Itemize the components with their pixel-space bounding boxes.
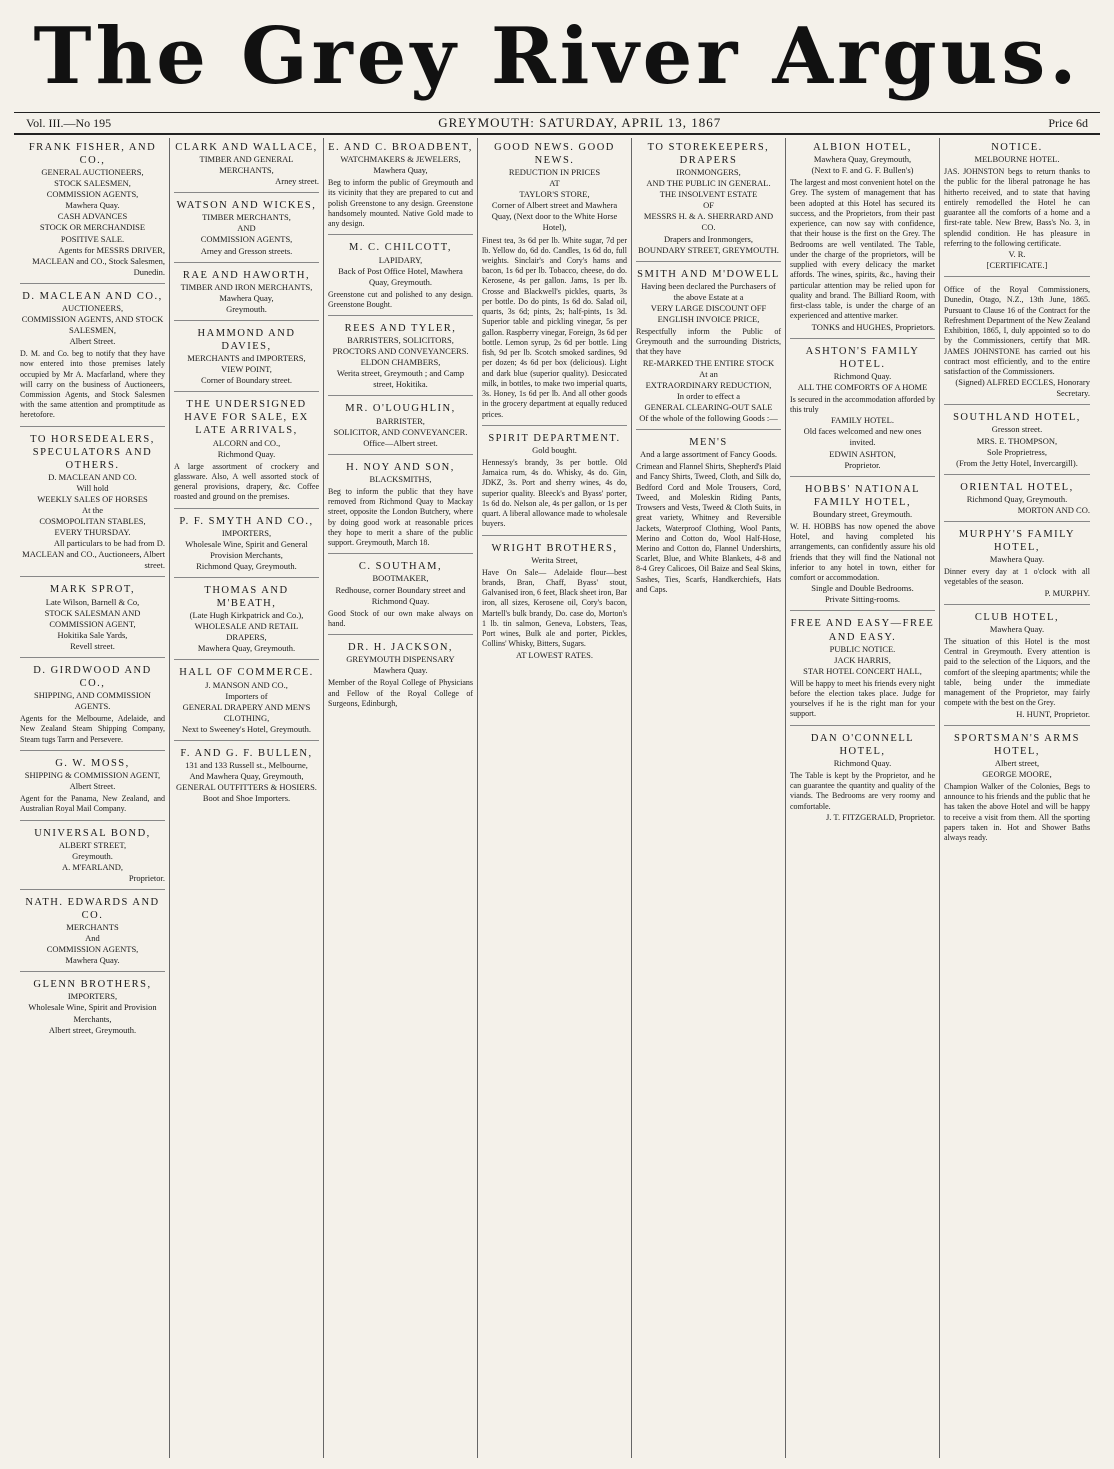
ad-heading: GLENN BROTHERS,	[33, 979, 152, 991]
ad-heading: P. F. SMYTH AND CO.,	[179, 515, 314, 527]
ad-heading: MARK SPROT,	[49, 584, 136, 596]
advertisement	[174, 266, 319, 321]
ad-line: Mawhera Quay, Greymouth,	[813, 154, 912, 165]
ad-line: ELDON CHAMBERS,	[360, 357, 441, 368]
ad-heading: UNIVERSAL BOND,	[34, 827, 151, 839]
ad-signature: Proprietor.	[128, 872, 165, 883]
ad-heading: HOBBS' NATIONAL FAMILY HOTEL,	[804, 483, 921, 508]
newspaper-title: The Grey River Argus.	[33, 10, 1081, 102]
column-2	[170, 138, 324, 1458]
ad-body: Good Stock of our own make always on hand.	[328, 608, 473, 628]
ad-body: The Table is kept by the Proprietor, and he can guarantee the quantity and quality of the viands. The Bedrooms are very roomy and comfortable.	[790, 771, 935, 811]
ad-signature: Arney street.	[275, 176, 319, 187]
ad-line: Mawhera Quay.	[65, 955, 120, 966]
ad-heading: WATSON AND WICKES,	[176, 200, 317, 212]
ad-line: Of the whole of the following Goods :—	[639, 412, 778, 423]
ad-line: Redhouse, corner Boundary street and Richmond Quay.	[335, 584, 466, 606]
ad-line: Werita street, Greymouth ; and Camp street, Hokitika.	[336, 368, 465, 390]
ad-line: And a large assortment of Fancy Goods.	[640, 449, 777, 460]
advertisement	[20, 430, 165, 578]
advertisement	[20, 661, 165, 751]
ad-line: AND	[237, 223, 256, 234]
ad-line: COMMISSION AGENTS,	[46, 944, 139, 955]
ad-line: AT	[549, 178, 560, 189]
ad-line: Greymouth.	[226, 303, 267, 314]
ad-heading: MR. O'LOUGHLIN,	[345, 403, 456, 415]
advertisement	[790, 729, 935, 828]
ad-heading: FRANK FISHER, AND CO.,	[28, 142, 157, 167]
ad-heading: RAE AND HAWORTH,	[182, 269, 311, 281]
ad-heading: NOTICE.	[991, 142, 1043, 153]
ad-line: Richmond Quay.	[833, 370, 892, 381]
ad-line: And	[85, 933, 100, 944]
ad-line: PUBLIC NOTICE.	[829, 643, 896, 654]
ad-heading: TO STOREKEEPERS, DRAPERS	[647, 142, 770, 167]
ad-heading: MURPHY'S FAMILY HOTEL,	[958, 528, 1076, 553]
ad-line: FAMILY HOTEL.	[831, 415, 894, 426]
ad-line: WATCHMAKERS & JEWELERS,	[340, 154, 461, 165]
ad-line: RE-MARKED THE ENTIRE STOCK	[642, 357, 775, 368]
ad-body: Beg to inform the public of Greymouth and its vicinity that they are prepared to cut and polish Greenstone to any design. Greenstone handsomely mounted. Native Gold made to any design.	[328, 178, 473, 229]
ad-body: Is secured in the accommodation afforded by this truly	[790, 394, 935, 415]
ad-line: 131 and 133 Russell st., Melbourne,	[185, 759, 308, 770]
ad-line: WEEKLY SALES OF HORSES	[37, 494, 148, 505]
advertisement	[944, 478, 1090, 522]
advertisement	[328, 399, 473, 454]
ad-line: GREYMOUTH DISPENSARY	[346, 654, 455, 665]
ad-line: In order to effect a	[676, 390, 741, 401]
ad-line: Gold bought.	[532, 444, 577, 455]
ad-line: Gresson street.	[991, 424, 1043, 435]
ad-heading: F. AND G. F. BULLEN,	[180, 747, 313, 759]
ad-line: Office—Albert street.	[363, 437, 438, 448]
ad-line: D. MACLEAN AND CO.	[48, 472, 137, 483]
ad-line: BARRISTERS, SOLICITORS, PROCTORS AND CONVEYANCERS.	[332, 335, 469, 357]
ad-line: Old faces welcomed and new ones invited.	[803, 426, 922, 448]
ad-body: Finest tea, 3s 6d per lb. White sugar, 7d per lb. Yellow do, 6d do. Candles, 1s 6d do, full weights. Sinclair's and Cory's hams and bacon, 1s 6d per lb. Tobacco, cheese, do do. Kerosene, 4s per gallon. Jams, 1s per lb. Crosse and Blackwell's pickles, quarts, 3s per bottle. Do do pints, 1s 6d do. Salad oil, quarts, 3s 6d; pints, 2s; half-pints, 1s 3d. Superior table and pickling vinegar, 5s per gallon. Raspberry vinegar, Foreign, 3s 6d per bottle. Lemon syrup, 2s 6d per bottle. Ling fish, 9d per lb. Scotch smoked sardines, 9d per dozen; 4s 6d per box (delicious). Light and dark blue (superior quality). Desiccated milk, in bottles, to make two imperial quarts, 3s. Honey, 1s 6d per lb. And all other goods in the grocery department at equally reduced prices.	[482, 235, 627, 419]
advertisement	[790, 138, 935, 339]
ad-body: Respectfully inform the Public of Greymouth and the surrounding Districts, that they have	[636, 326, 781, 357]
ad-line: GENERAL OUTFITTERS & HOSIERS.	[176, 781, 317, 792]
ad-line: Private Sitting-rooms.	[824, 594, 901, 605]
ad-signature: MORTON AND CO.	[1017, 504, 1090, 515]
ad-line: MERCHANTS	[66, 922, 119, 933]
ad-body: Have On Sale— Adelaide flour—best brands, Bran, Chaff, Byass' stout, Galvanised iron, 6 feet, Black sheet iron, Bar iron, all sizes, Kerosene oil, Cory's bacon, Martell's bulk brandy, Do. case do, Morton's 1 lb. tin salmon, Geneva, Lobsters, Teas, Port wines, Bulk ale and porter, Pickles, Collins' Whisky, Bitters, Sugars.	[482, 567, 627, 649]
ad-line: SHIPPING, AND COMMISSION AGENTS.	[34, 690, 151, 712]
ad-line: ENGLISH INVOICE PRICE,	[657, 313, 760, 324]
ad-line: TIMBER MERCHANTS,	[202, 212, 291, 223]
ad-body: Dinner every day at 1 o'clock with all vegetables of the season.	[944, 567, 1090, 587]
ad-line: SOLICITOR, AND CONVEYANCER.	[333, 426, 468, 437]
ad-line: Will hold	[76, 483, 109, 494]
ad-body: JAS. JOHNSTON begs to return thanks to the public for the liberal patronage he has hitherto received, and to state that having entirely remodelled the Hotel he can guarantee all the comforts of a home and a first-rate table. New Brew, Bass's No. 3, in splendid condition. He has pleasure in referring to the following certificate.	[944, 167, 1090, 248]
ad-line: EVERY THURSDAY.	[54, 527, 131, 538]
ad-signature: (Signed) ALFRED ECCLES, Honorary Secretary.	[955, 377, 1090, 399]
ad-line: IMPORTERS,	[67, 991, 118, 1002]
ad-line: IRONMONGERS,	[676, 167, 741, 178]
ad-heading: C. SOUTHAM,	[358, 561, 443, 573]
ad-line: OF	[703, 200, 714, 211]
ad-line: Boundary street, Greymouth.	[812, 508, 913, 519]
ad-heading: G. W. MOSS,	[55, 757, 130, 769]
dateline	[14, 112, 1100, 135]
ad-line: STAR HOTEL CONCERT HALL,	[803, 665, 922, 676]
ad-line: COMMISSION AGENTS, AND STOCK SALESMEN,	[21, 313, 164, 335]
ad-heading: CLUB HOTEL,	[974, 611, 1060, 623]
ad-line: Mawhera Quay,	[373, 165, 428, 176]
ad-line: Hokitika Sale Yards,	[57, 629, 128, 640]
ad-line: [CERTIFICATE.]	[986, 260, 1048, 271]
ad-body: D. M. and Co. beg to notify that they have now entered into those premises lately occupied by Mr A. Macfarland, where they will carry on the business of Auctioneers, Commission Agents, and Stock Salesmen with the same attention and promptitude as heretofore.	[20, 349, 165, 420]
advertisement	[174, 196, 319, 262]
ad-line: Back of Post Office Hotel, Mawhera Quay, Greymouth.	[338, 265, 463, 287]
advertisement	[328, 138, 473, 235]
ad-heading: GOOD NEWS. GOOD NEWS.	[494, 142, 615, 167]
ad-body: The situation of this Hotel is the most Central in Greymouth. Every attention is paid to the selection of the Liquors, and the comfort of the sleeping apartments; while the table, being under the immediate management of the Proprietor, may fairly compete with the best on the Grey.	[944, 636, 1090, 708]
advertisement	[482, 539, 627, 666]
ad-line: Wholesale Wine, Spirit and General Provision Merchants,	[185, 538, 308, 560]
place-and-date: GREYMOUTH: SATURDAY, APRIL 13, 1867	[438, 115, 722, 130]
column-5	[632, 138, 786, 1458]
ad-heading: DR. H. JACKSON,	[347, 642, 454, 654]
ad-line: EXTRAORDINARY REDUCTION,	[645, 379, 772, 390]
advertisement	[944, 280, 1090, 405]
ad-body: The largest and most convenient hotel on the Grey. The system of management that has been adopted at this Hotel has secured its success, and the Proprietors, from their past experience, can now say with confidence, that their house is the first on the Grey. The Bedrooms are well ventilated. The Table, under the charge of the proprietors, will be supplied with every delicacy the market affords. The wines, spirits, &c., having their particular attention may be relied upon for quality and brand. The Billiard Room, with first-class table, is under the charge of an experienced and attentive marker.	[790, 178, 935, 321]
ad-line: CASH ADVANCES	[57, 211, 128, 222]
ad-line: At the	[81, 505, 103, 516]
ad-heading: SOUTHLAND HOTEL,	[953, 412, 1081, 424]
ad-line: POSITIVE SALE.	[60, 233, 125, 244]
ad-line: JACK HARRIS,	[834, 654, 891, 665]
ad-heading: M. C. CHILCOTT,	[348, 242, 453, 254]
column-6	[786, 138, 940, 1458]
ad-line: (From the Jetty Hotel, Invercargill).	[956, 457, 1078, 468]
ad-line: LAPIDARY,	[378, 254, 423, 265]
ad-line: V. R.	[1008, 249, 1026, 260]
advertisement	[944, 408, 1090, 474]
ad-line: Next to Sweeney's Hotel, Greymouth.	[181, 723, 311, 734]
ad-line: Boot and Shoe Importers.	[202, 793, 291, 804]
advertisement	[790, 342, 935, 477]
ad-line: EDWIN ASHTON,	[829, 448, 896, 459]
ad-line: Late Wilson, Barnell & Co,	[45, 596, 140, 607]
advertisement	[944, 608, 1090, 726]
ad-heading: D. GIRDWOOD AND CO.,	[33, 664, 152, 689]
ad-body: Office of the Royal Commissioners, Dunedin, Otago, N.Z., 13th June, 1865. Pursuant to Clause 16 of the Contract for the Refreshment Department of the New Zealand Exhibition, 1865, I, duly appointed so to do by the Commissioners, certify that MR. JAMES JOHNSTONE has carried out his contract most efficiently, and to the entire satisfaction of the Commissioners.	[944, 285, 1090, 377]
ad-line: J. MANSON AND CO.,	[205, 679, 288, 690]
ad-line: Albert Street.	[69, 335, 116, 346]
ad-line: THE INSOLVENT ESTATE	[659, 189, 758, 200]
ad-heading: ASHTON'S FAMILY HOTEL.	[805, 345, 920, 370]
ad-line: BOOTMAKER,	[372, 573, 429, 584]
advertisement	[174, 744, 319, 809]
ad-heading: THE UNDERSIGNED HAVE FOR SALE, EX LATE ARRIVALS,	[184, 399, 309, 437]
ad-heading: D. MACLEAN AND CO.,	[22, 290, 163, 302]
ad-line: Corner of Boundary street.	[200, 375, 293, 386]
ad-heading: SMITH AND M'DOWELL	[637, 268, 780, 280]
ad-signature: All particulars to be had from D. MACLEAN and CO., Auctioneers, Albert street.	[22, 538, 165, 571]
ad-signature: P. MURPHY.	[1044, 587, 1090, 598]
ad-line: STOCK OR MERCHANDISE	[39, 222, 146, 233]
ad-line: VERY LARGE DISCOUNT OFF	[650, 302, 767, 313]
advertisement	[20, 824, 165, 890]
advertisement	[174, 663, 319, 740]
ad-line: Richmond Quay.	[217, 448, 276, 459]
ad-body: Hennessy's brandy, 3s per bottle. Old Jamaica rum, 4s do. Whisky, 4s do. Gin, JDKZ, 3s. Port and sherry wines, 4s do, superior quality. Bleeck's and Byass' porter, 1s 6d do. Nelson ale, 4s per gallon, or 1s per quart. A liberal allowance made to wholesale buyers.	[482, 457, 627, 529]
ad-line: Albert street,	[994, 757, 1040, 768]
ad-line: Corner of Albert street and Mawhera Quay, (Next door to the White Horse Hotel),	[491, 200, 618, 233]
ad-body: W. H. HOBBS has now opened the above Hotel, and having completed his arrangements, can confidently assure his old friends that they will find the National not inferior to any hotel in town, either for comfort or accommodation.	[790, 521, 935, 583]
advertisement	[20, 287, 165, 427]
ad-line: GENERAL CLEARING-OUT SALE	[644, 401, 773, 412]
ad-heading: SPORTSMAN'S ARMS HOTEL,	[954, 732, 1080, 757]
advertisement	[20, 138, 165, 284]
column-3	[324, 138, 478, 1458]
ad-line: (Next to F. and G. F. Bullen's)	[811, 165, 914, 176]
ad-body: Beg to inform the public that they have removed from Richmond Quay to Mackay street, opposite the London Butchery, where by doing good work at reasonable prices they hope to merit a share of the public support. Greymouth, March 18.	[328, 486, 473, 548]
ad-line: Importers of	[225, 690, 268, 701]
ad-body: A large assortment of crockery and glassware. Also, A well assorted stock of general provisions, drapery, &c. Coffee roasted and ground on the premises.	[174, 461, 319, 502]
column-7	[940, 138, 1094, 1458]
ad-line: TIMBER AND IRON MERCHANTS,	[180, 281, 313, 292]
advertisement	[944, 525, 1090, 605]
ad-line: TIMBER AND GENERAL MERCHANTS,	[199, 154, 294, 176]
ad-line: Single and Double Bedrooms.	[811, 583, 914, 594]
ad-line: At an	[699, 368, 718, 379]
ad-line: Mawhera Quay.	[65, 200, 120, 211]
ad-line: Mawhera Quay.	[989, 623, 1045, 634]
ad-heading: CLARK AND WALLACE,	[175, 142, 318, 153]
ad-line: Richmond Quay.	[833, 757, 892, 768]
advertisement	[944, 138, 1090, 277]
ad-line: STOCK SALESMAN AND COMMISSION AGENT,	[44, 607, 141, 629]
advertisement	[328, 319, 473, 396]
advertisement-columns	[16, 138, 1100, 1458]
ad-line: GENERAL DRAPERY AND MEN'S CLOTHING,	[182, 701, 311, 723]
advertisement	[174, 395, 319, 508]
ad-line: Mawhera Quay.	[989, 554, 1045, 565]
advertisement	[636, 433, 781, 600]
ad-signature: TONKS and HUGHES, Proprietors.	[811, 321, 935, 332]
ad-line: MESSRS H. & A. SHERRARD AND CO.	[643, 211, 774, 233]
ad-line: Mawhera Quay, Greymouth.	[197, 643, 296, 654]
ad-line: Mawhera Quay.	[373, 665, 428, 676]
ad-line: MELBOURNE HOTEL.	[974, 154, 1060, 165]
ad-line: MERCHANTS and IMPORTERS,	[187, 353, 306, 364]
ad-body: Agents for the Melbourne, Adelaide, and New Zealand Steam Shipping Company, Steam tugs Tarrn and Persevere.	[20, 714, 165, 744]
ad-line: GEORGE MOORE,	[982, 768, 1052, 779]
ad-heading: SPIRIT DEPARTMENT.	[488, 432, 621, 444]
ad-heading: WRIGHT BROTHERS,	[491, 542, 618, 554]
ad-body: Champion Walker of the Colonies, Begs to announce to his friends and the public that he has taken the above Hotel and will be happy to receive a visit from them. All the sporting papers taken in. Hot and Shower Baths always ready.	[944, 781, 1090, 843]
advertisement	[328, 557, 473, 635]
advertisement	[174, 138, 319, 193]
ad-body: Will be happy to meet his friends every night before the election takes place. Judge for yourselves if he is the right man for your support.	[790, 678, 935, 719]
advertisement	[482, 138, 627, 426]
ad-line: Arney and Gresson streets.	[200, 245, 293, 256]
ad-line: WHOLESALE AND RETAIL DRAPERS,	[194, 621, 299, 643]
advertisement	[174, 581, 319, 660]
masthead	[0, 0, 1114, 112]
advertisement	[636, 265, 781, 430]
ad-heading: DAN O'CONNELL HOTEL,	[810, 732, 915, 757]
ad-line: IMPORTERS,	[221, 527, 272, 538]
ad-signature: J. T. FITZGERALD, Proprietor.	[826, 811, 935, 822]
ad-line: And Mawhera Quay, Greymouth,	[189, 770, 304, 781]
advertisement	[174, 512, 319, 578]
advertisement	[174, 324, 319, 392]
ad-line: Richmond Quay, Greymouth.	[196, 560, 297, 571]
ad-line: COMMISSION AGENTS,	[46, 189, 139, 200]
advertisement	[328, 458, 473, 555]
ad-line: COMMISSION AGENTS,	[200, 234, 293, 245]
ad-line: AND THE PUBLIC IN GENERAL.	[646, 178, 771, 189]
ad-line: Drapers and Ironmongers,	[664, 233, 753, 244]
advertisement	[20, 754, 165, 821]
ad-body: Greenstone cut and polished to any design. Greenstone Bought.	[328, 289, 473, 309]
ad-line: GENERAL AUCTIONEERS,	[41, 167, 144, 178]
ad-heading: ALBION HOTEL,	[813, 142, 912, 153]
ad-heading: ORIENTAL HOTEL,	[960, 481, 1074, 493]
ad-line: AUCTIONEERS,	[61, 302, 124, 313]
ad-line: BLACKSMITHS,	[369, 473, 432, 484]
ad-line: COSMOPOLITAN STABLES,	[39, 516, 146, 527]
price: Price 6d	[1048, 115, 1088, 130]
ad-heading: NATH. EDWARDS AND CO.	[25, 896, 160, 921]
column-1	[16, 138, 170, 1458]
ad-line: A. M'FARLAND,	[61, 861, 124, 872]
ad-line: AT LOWEST RATES.	[516, 649, 593, 660]
ad-line: Sole Proprietress,	[987, 446, 1047, 457]
ad-line: ALL THE COMFORTS OF A HOME	[797, 381, 928, 392]
ad-heading: FREE AND EASY—FREE AND EASY.	[790, 618, 935, 643]
ad-line: TAYLOR'S STORE,	[519, 189, 590, 200]
ad-body: Crimean and Flannel Shirts, Shepherd's Plaid and Fancy Shirts, Tweed, Cloth, and Silk do, Bedford Cord and Mole Trousers, Cord, Tweed, and Moleskin Riding Pants, Trowsers and Vests, Tweed & Cloth Suits, in great variety, Whitney and Reversible Jackets, Waterproof Clothing, Wool Pants, Merino and Cotton do, Wool Half-Hose, Merino and Cotton do, Flannel Undershirts, Scarlet, Blue, and White Blankets, 4-8 and 8-4 Grey Calicoes, Oil Baize and Seal Skins, Sashes, Ties, Scarfs, Handkerchiefs, Hats and Caps.	[636, 462, 781, 594]
ad-line: ALCORN and CO.,	[212, 437, 281, 448]
advertisement	[20, 975, 165, 1040]
ad-line: MRS. E. THOMPSON,	[976, 435, 1058, 446]
ad-signature: H. HUNT, Proprietor.	[1016, 708, 1090, 719]
advertisement	[790, 614, 935, 725]
ad-line: Wholesale Wine, Spirit and Provision Merchants,	[28, 1002, 157, 1024]
ad-line: (Late Hugh Kirkpatrick and Co.),	[189, 610, 304, 621]
ad-line: VIEW POINT,	[221, 364, 272, 375]
ad-body: Agent for the Panama, New Zealand, and Australian Royal Mail Company.	[20, 794, 165, 814]
ad-line: ALBERT STREET,	[58, 839, 127, 850]
ad-line: Proprietor.	[844, 459, 881, 470]
advertisement	[20, 893, 165, 972]
ad-heading: E. AND C. BROADBENT,	[328, 142, 473, 153]
ad-line: BARRISTER,	[376, 415, 425, 426]
ad-heading: REES AND TYLER,	[344, 323, 457, 335]
ad-line: Revell street.	[70, 640, 115, 651]
ad-signature: Agents for MESSRS DRIVER, MACLEAN and CO., Stock Salesmen, Dunedin.	[32, 244, 165, 277]
ad-heading: HALL OF COMMERCE.	[179, 667, 314, 679]
ad-heading: TO HORSEDEALERS, SPECULATORS AND OTHERS.	[30, 433, 155, 471]
advertisement	[328, 238, 473, 316]
ad-line: STOCK SALESMEN,	[54, 178, 131, 189]
ad-line: REDUCTION IN PRICES	[508, 167, 601, 178]
ad-line: Having been declared the Purchasers of the above Estate at a	[641, 280, 776, 302]
column-4	[478, 138, 632, 1458]
ad-line: Albert Street.	[69, 781, 116, 792]
ad-heading: THOMAS AND M'BEATH,	[204, 584, 289, 610]
ad-line: Mawhera Quay,	[219, 292, 274, 303]
ad-line: Albert street, Greymouth.	[48, 1024, 137, 1035]
advertisement	[790, 480, 935, 612]
ad-line: Richmond Quay, Greymouth.	[966, 493, 1068, 504]
ad-line: Greymouth.	[72, 850, 113, 861]
ad-heading: H. NOY AND SON,	[346, 461, 455, 473]
volume-number: Vol. III.—No 195	[26, 115, 112, 130]
advertisement	[944, 729, 1090, 849]
advertisement	[636, 138, 781, 262]
advertisement	[20, 580, 165, 657]
ad-line: SHIPPING & COMMISSION AGENT,	[24, 770, 161, 780]
ad-heading: MEN'S	[689, 436, 728, 448]
advertisement	[328, 638, 473, 714]
ad-heading: HAMMOND AND DAVIES,	[197, 327, 296, 352]
ad-body: Member of the Royal College of Physicians and Fellow of the Royal College of Surgeons, Edinburgh,	[328, 678, 473, 708]
ad-line: Werita Street,	[531, 554, 578, 565]
ad-line: BOUNDARY STREET, GREYMOUTH.	[638, 244, 779, 255]
advertisement	[482, 429, 627, 536]
